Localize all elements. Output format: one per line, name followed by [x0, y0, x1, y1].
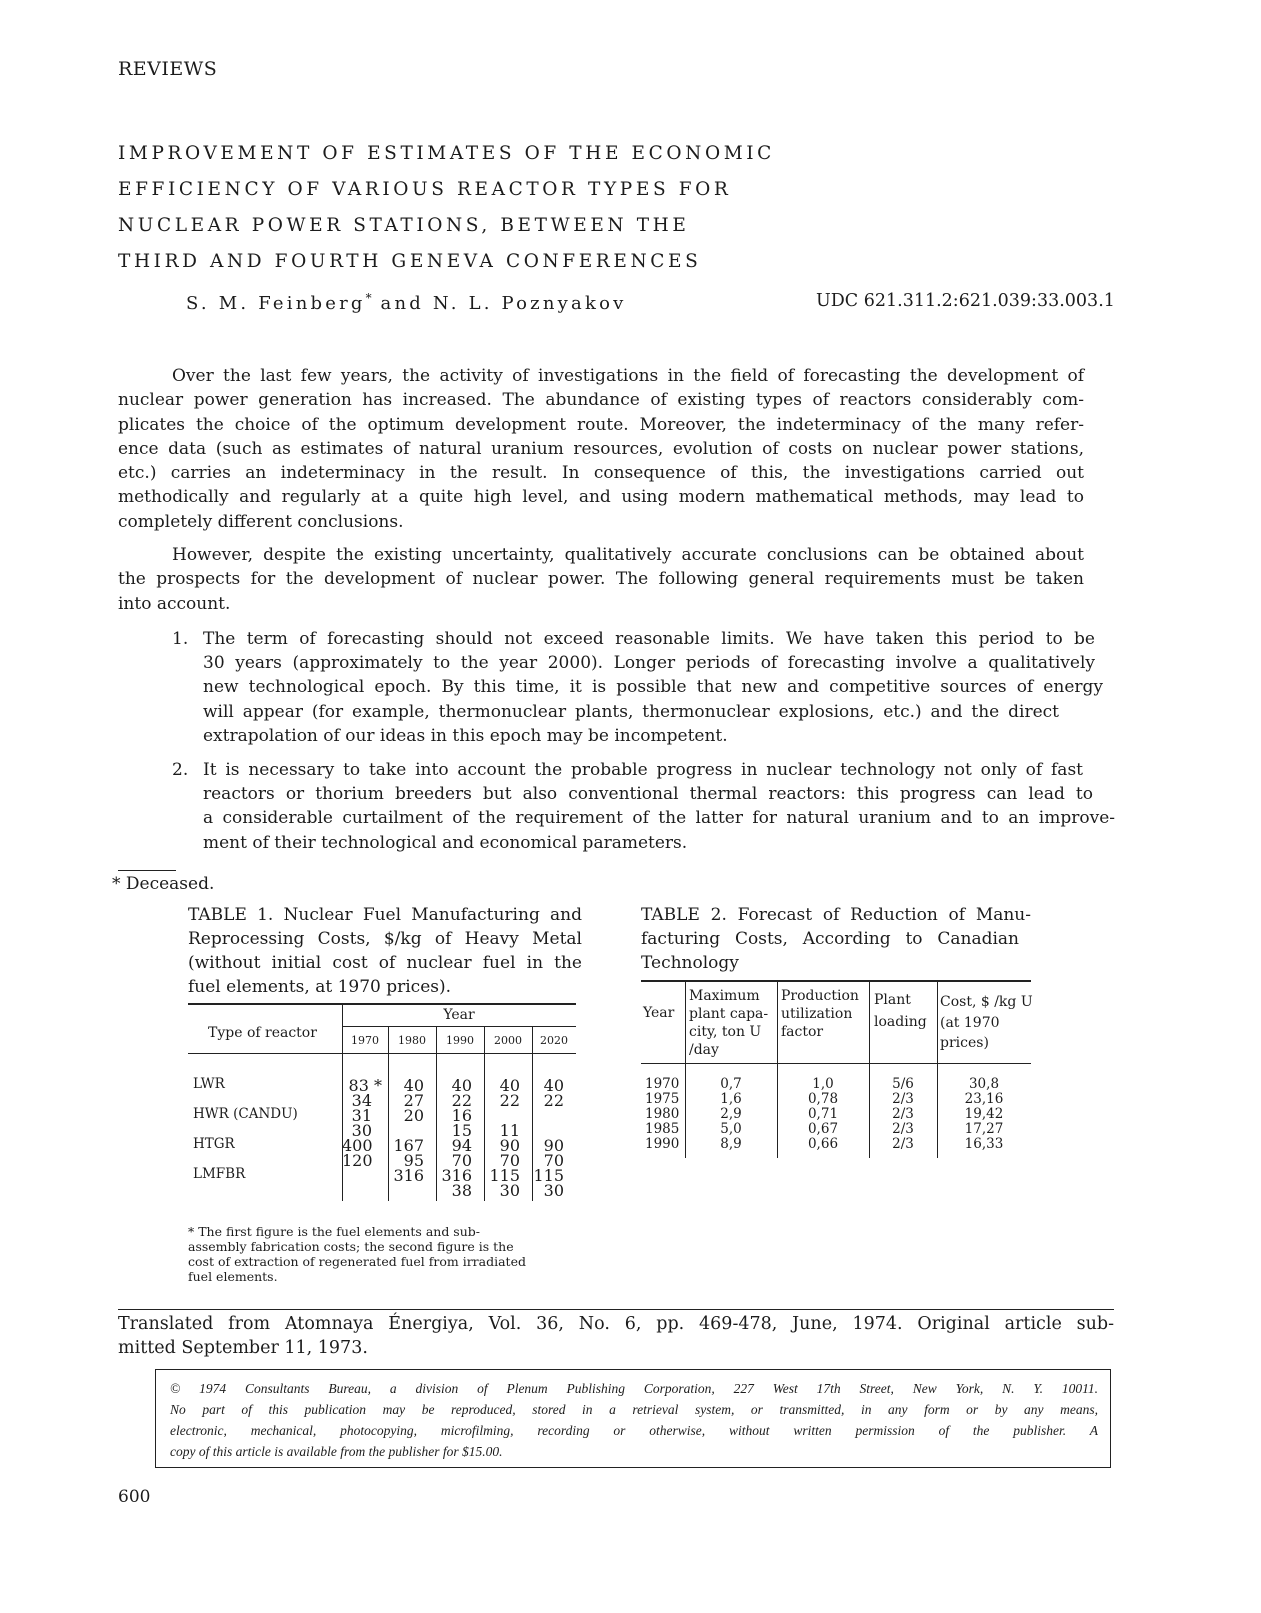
- text-line: © 1974 Consultants Bureau, a division of Plenum Publishing Corporation, 227 West 17th Street, New York, N. Y. 10011.: [170, 1381, 1098, 1396]
- text-line: copy of this article is available from the publisher for $15.00.: [170, 1444, 503, 1459]
- author-1-mark: *: [365, 291, 372, 305]
- column-header: utilization: [781, 1006, 853, 1022]
- reactor-label: HTGR: [193, 1136, 235, 1152]
- column-header: Cost, $ /kg U: [940, 994, 1033, 1010]
- table-cell: 0,66: [807, 1136, 839, 1152]
- section-label: REVIEWS: [118, 58, 218, 80]
- table-2: [641, 980, 1033, 1160]
- table-cell: 22: [499, 1091, 520, 1110]
- text-line: new technological epoch. By this time, it is possible that new and competitive sources of energy: [203, 677, 1103, 698]
- table-cell: 0,78: [807, 1091, 839, 1107]
- table-cell: 316: [393, 1166, 424, 1185]
- table-cell: 11: [499, 1121, 520, 1140]
- table-cell: 0,7: [720, 1076, 742, 1092]
- table-cell: 40: [499, 1076, 520, 1095]
- text-line: extrapolation of our ideas in this epoch may be incompetent.: [203, 725, 728, 746]
- caption-line: TABLE 2. Forecast of Reduction of Manu-: [641, 905, 1031, 925]
- author-joiner: and: [371, 293, 433, 314]
- table-cell: 40: [403, 1076, 424, 1095]
- table-cell: 34: [351, 1091, 372, 1110]
- text-line: Over the last few years, the activity of investigations in the field of forecasting the development of: [172, 366, 1084, 386]
- table-cell: 30: [543, 1181, 564, 1200]
- table-cell: 8,9: [720, 1136, 742, 1152]
- reactor-label: HWR (CANDU): [193, 1106, 298, 1122]
- text-line: plicates the choice of the optimum development route. Moreover, the indeterminacy of the many refer-: [118, 414, 1084, 435]
- column-header: Production: [781, 988, 859, 1004]
- table-cell: 1975: [645, 1091, 680, 1107]
- paragraph-1: [118, 364, 1084, 534]
- copyright-text: [170, 1378, 1098, 1462]
- column-header: Maximum: [689, 988, 760, 1004]
- caption-line: facturing Costs, According to Canadian: [641, 929, 1019, 949]
- table-cell: 167: [393, 1136, 424, 1155]
- text-line: methodically and regularly at a quite high level, and using modern mathematical methods, may lead to: [118, 487, 1084, 508]
- table-cell: 2/3: [892, 1121, 914, 1137]
- title-line: EFFICIENCY OF VARIOUS REACTOR TYPES FOR: [118, 179, 732, 200]
- column-header: prices): [940, 1035, 989, 1051]
- table-cell: 16,33: [964, 1136, 1004, 1152]
- copyright-box: [155, 1369, 1111, 1468]
- table-cell: 22: [543, 1091, 564, 1110]
- text-line: ence data (such as estimates of natural uranium resources, evolution of costs on nuclear power stations,: [118, 438, 1084, 459]
- text-line: 30 years (approximately to the year 2000). Longer periods of forecasting involve a qualitatively: [203, 653, 1095, 674]
- table-cell: 1,6: [720, 1091, 742, 1107]
- year-header: 1980: [398, 1034, 426, 1047]
- page-number: 600: [118, 1487, 151, 1507]
- table-cell: 20: [403, 1106, 424, 1125]
- table-cell: 95: [403, 1151, 424, 1170]
- text-line: mitted September 11, 1973.: [118, 1338, 368, 1358]
- table-cell: 40: [543, 1076, 564, 1095]
- footnote-line: assembly fabrication costs; the second figure is the: [188, 1239, 514, 1254]
- table-cell: 0,67: [807, 1121, 839, 1137]
- author-1: S. M. Feinberg: [186, 293, 366, 314]
- table-cell: 316: [441, 1166, 472, 1185]
- footer-divider: [118, 1309, 1114, 1310]
- table-cell: 30: [499, 1181, 520, 1200]
- column-header: loading: [874, 1014, 927, 1030]
- table-1: [188, 1003, 578, 1203]
- table-rule: [641, 1063, 1031, 1064]
- table-cell: 1970: [645, 1076, 680, 1092]
- list-number: 1.: [172, 629, 189, 649]
- table-cell: 17,27: [964, 1121, 1004, 1137]
- reactor-label: LMFBR: [193, 1166, 246, 1182]
- column-header: Year: [643, 1005, 675, 1021]
- column-group-header: Year: [443, 1007, 475, 1023]
- column-header: /day: [689, 1042, 719, 1058]
- table-2-caption: [641, 903, 1031, 975]
- table-cell: 2/3: [892, 1136, 914, 1152]
- column-header: city, ton U: [689, 1024, 762, 1040]
- article-title: [118, 136, 775, 280]
- table-cell: 31: [351, 1106, 372, 1125]
- list-item-1: [172, 627, 1104, 748]
- column-header: plant capa-: [689, 1006, 769, 1022]
- text-line: will appear (for example, thermonuclear plants, thermonuclear explosions, etc.) and the direct: [203, 701, 1059, 722]
- text-line: completely different conclusions.: [118, 511, 404, 532]
- table-cell: 83 *: [348, 1076, 382, 1095]
- row-header: Type of reactor: [208, 1025, 317, 1041]
- list-number: 2.: [172, 760, 189, 780]
- caption-line: TABLE 1. Nuclear Fuel Manufacturing and: [188, 905, 582, 925]
- author-2: N. L. Poznyakov: [432, 293, 627, 314]
- text-line: a considerable curtailment of the requirement of the latter for natural uranium and to an improve-: [203, 808, 1115, 829]
- year-header: 2020: [540, 1034, 568, 1047]
- text-line: No part of this publication may be reproduced, stored in a retrieval system, or transmitted, in any form or by any means,: [170, 1402, 1098, 1417]
- table-cell: 90: [499, 1136, 520, 1155]
- title-line: IMPROVEMENT OF ESTIMATES OF THE ECONOMIC: [118, 143, 775, 164]
- table-rule: [641, 980, 1031, 982]
- table-cell: 1980: [645, 1106, 680, 1122]
- text-line: into account.: [118, 593, 231, 614]
- text-line: electronic, mechanical, photocopying, microfilming, recording or otherwise, without written permission of the publisher. A: [170, 1423, 1098, 1438]
- column-header: Plant: [874, 992, 911, 1008]
- text-line: nuclear power generation has increased. The abundance of existing types of reactors considerably com-: [118, 390, 1084, 411]
- table-cell: 30,8: [968, 1076, 1000, 1092]
- udc-code: UDC 621.311.2:621.039:33.003.1: [816, 291, 1115, 311]
- text-line: The term of forecasting should not exceed reasonable limits. We have taken this period to be: [203, 629, 1095, 649]
- table-1-caption: [188, 903, 582, 999]
- table-cell: 0,71: [807, 1106, 839, 1122]
- table-cell: 90: [543, 1136, 564, 1155]
- table-cell: 22: [451, 1091, 472, 1110]
- table-cell: 400: [342, 1136, 373, 1155]
- paragraph-2: [118, 543, 1084, 616]
- table-cell: 15: [451, 1121, 472, 1140]
- text-line: It is necessary to take into account the probable progress in nuclear technology not only of fast: [203, 760, 1083, 780]
- table-1-footnote: [188, 1224, 568, 1284]
- text-line: etc.) carries an indeterminacy in the result. In consequence of this, the investigations carried out: [118, 463, 1084, 484]
- text-line: Translated from Atomnaya Énergiya, Vol. 36, No. 6, pp. 469-478, June, 1974. Original article sub-: [118, 1314, 1114, 1334]
- table-cell: 1985: [645, 1121, 680, 1137]
- table-cell: 2/3: [892, 1106, 914, 1122]
- table-cell: 1,0: [812, 1076, 834, 1092]
- caption-line: (without initial cost of nuclear fuel in the: [188, 953, 582, 973]
- table-cell: 19,42: [964, 1106, 1004, 1122]
- table-rule: [188, 1053, 576, 1054]
- footnote-line: cost of extraction of regenerated fuel from irradiated: [188, 1254, 526, 1269]
- table-cell: 115: [533, 1166, 564, 1185]
- table-cell: 5/6: [892, 1076, 914, 1092]
- table-cell: 70: [543, 1151, 564, 1170]
- table-cell: 16: [451, 1106, 472, 1125]
- table-rule: [342, 1026, 576, 1027]
- table-cell: 40: [451, 1076, 472, 1095]
- table-cell: 38: [451, 1181, 472, 1200]
- caption-line: Technology: [641, 953, 739, 973]
- authors: [186, 291, 626, 314]
- text-line: the prospects for the development of nuclear power. The following general requirements must be taken: [118, 569, 1084, 590]
- column-header: factor: [781, 1024, 824, 1040]
- year-header: 2000: [494, 1034, 522, 1047]
- caption-line: fuel elements, at 1970 prices).: [188, 977, 452, 997]
- column-header: (at 1970: [940, 1015, 1000, 1031]
- translation-note: [118, 1312, 1114, 1360]
- table-cell: 1990: [645, 1136, 680, 1152]
- table-cell: 2/3: [892, 1091, 914, 1107]
- table-cell: 120: [342, 1151, 373, 1170]
- reactor-label: LWR: [193, 1076, 225, 1092]
- table-cell: 70: [499, 1151, 520, 1170]
- year-header: 1990: [446, 1034, 474, 1047]
- list-item-2: [172, 758, 1117, 855]
- text-line: However, despite the existing uncertainty, qualitatively accurate conclusions can be obtained about: [172, 545, 1084, 565]
- table-cell: 94: [451, 1136, 472, 1155]
- table-cell: 5,0: [720, 1121, 742, 1137]
- text-line: reactors or thorium breeders but also conventional thermal reactors: this progress can lead to: [203, 784, 1093, 805]
- text-line: ment of their technological and economical parameters.: [203, 832, 688, 853]
- footnote-deceased: * Deceased.: [112, 874, 215, 894]
- table-rule: [188, 1003, 576, 1005]
- caption-line: Reprocessing Costs, $/kg of Heavy Metal: [188, 929, 582, 949]
- table-cell: 30: [351, 1121, 372, 1140]
- footnote-line: * The first figure is the fuel elements and sub-: [188, 1224, 480, 1239]
- year-header: 1970: [351, 1034, 379, 1047]
- table-cell: 2,9: [720, 1106, 742, 1122]
- footnote-line: fuel elements.: [188, 1269, 278, 1284]
- table-cell: 23,16: [964, 1091, 1004, 1107]
- footnote-divider: [118, 870, 176, 871]
- title-line: THIRD AND FOURTH GENEVA CONFERENCES: [118, 251, 702, 272]
- title-line: NUCLEAR POWER STATIONS, BETWEEN THE: [118, 215, 690, 236]
- table-cell: 115: [489, 1166, 520, 1185]
- table-cell: 70: [451, 1151, 472, 1170]
- table-cell: 27: [403, 1091, 424, 1110]
